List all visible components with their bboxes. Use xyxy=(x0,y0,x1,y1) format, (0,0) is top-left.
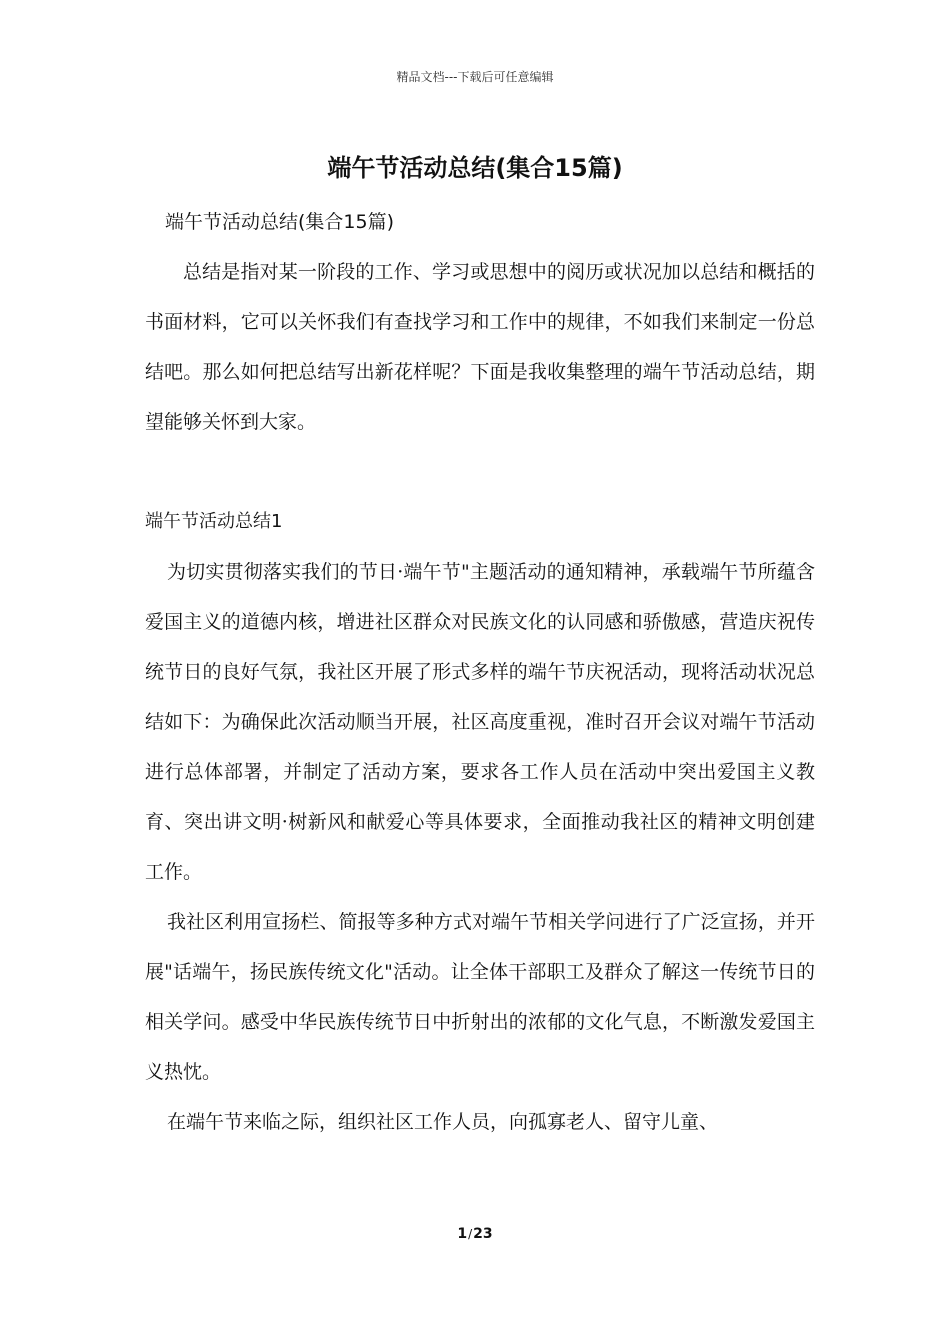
body-paragraph-1: 为切实贯彻落实我们的节日·端午节"主题活动的通知精神，承载端午节所蕴含爱国主义的道德内核，增进社区群众对民族文化的认同感和骄傲感，营造庆祝传统节日的良好气氛，我社区开展了形式多样的端午节庆祝活动，现将活动状况总结如下：为确保此次活动顺当开展，社区高度重视，准时召开会议对端午节活动进行总体部署，并制定了活动方案，要求各工作人员在活动中突出爱国主义教育、突出讲文明·树新风和献爱心等具体要求，全面推动我社区的精神文明创建工作。 xyxy=(145,561,815,883)
page-title: 端午节活动总结(集合15篇) xyxy=(327,154,623,182)
page-total: 23 xyxy=(473,1226,493,1242)
header-note: 精品文档---下载后可任意编辑 xyxy=(396,70,554,84)
body-paragraph-2: 我社区利用宣扬栏、简报等多种方式对端午节相关学问进行了广泛宣扬，并开展"话端午，扬民族传统文化"活动。让全体干部职工及群众了解这一传统节日的相关学问。感受中华民族传统节日中折射出的浓郁的文化气息，不断激发爱国主义热忱。 xyxy=(145,911,815,1083)
page-current: 1 xyxy=(457,1226,468,1242)
section-heading: 端午节活动总结1 xyxy=(145,511,283,532)
body-paragraph-3: 在端午节来临之际，组织社区工作人员，向孤寡老人、留守儿童、 xyxy=(167,1111,719,1133)
document-body xyxy=(145,197,815,1147)
document-subtitle: 端午节活动总结(集合15篇) xyxy=(165,211,395,233)
page-number xyxy=(0,1226,950,1242)
intro-paragraph: 总结是指对某一阶段的工作、学习或思想中的阅历或状况加以总结和概括的书面材料，它可以关怀我们有查找学习和工作中的规律，不如我们来制定一份总结吧。那么如何把总结写出新花样呢？下面是我收集整理的端午节活动总结，期望能够关怀到大家。 xyxy=(145,261,815,433)
page-separator: / xyxy=(468,1227,473,1241)
